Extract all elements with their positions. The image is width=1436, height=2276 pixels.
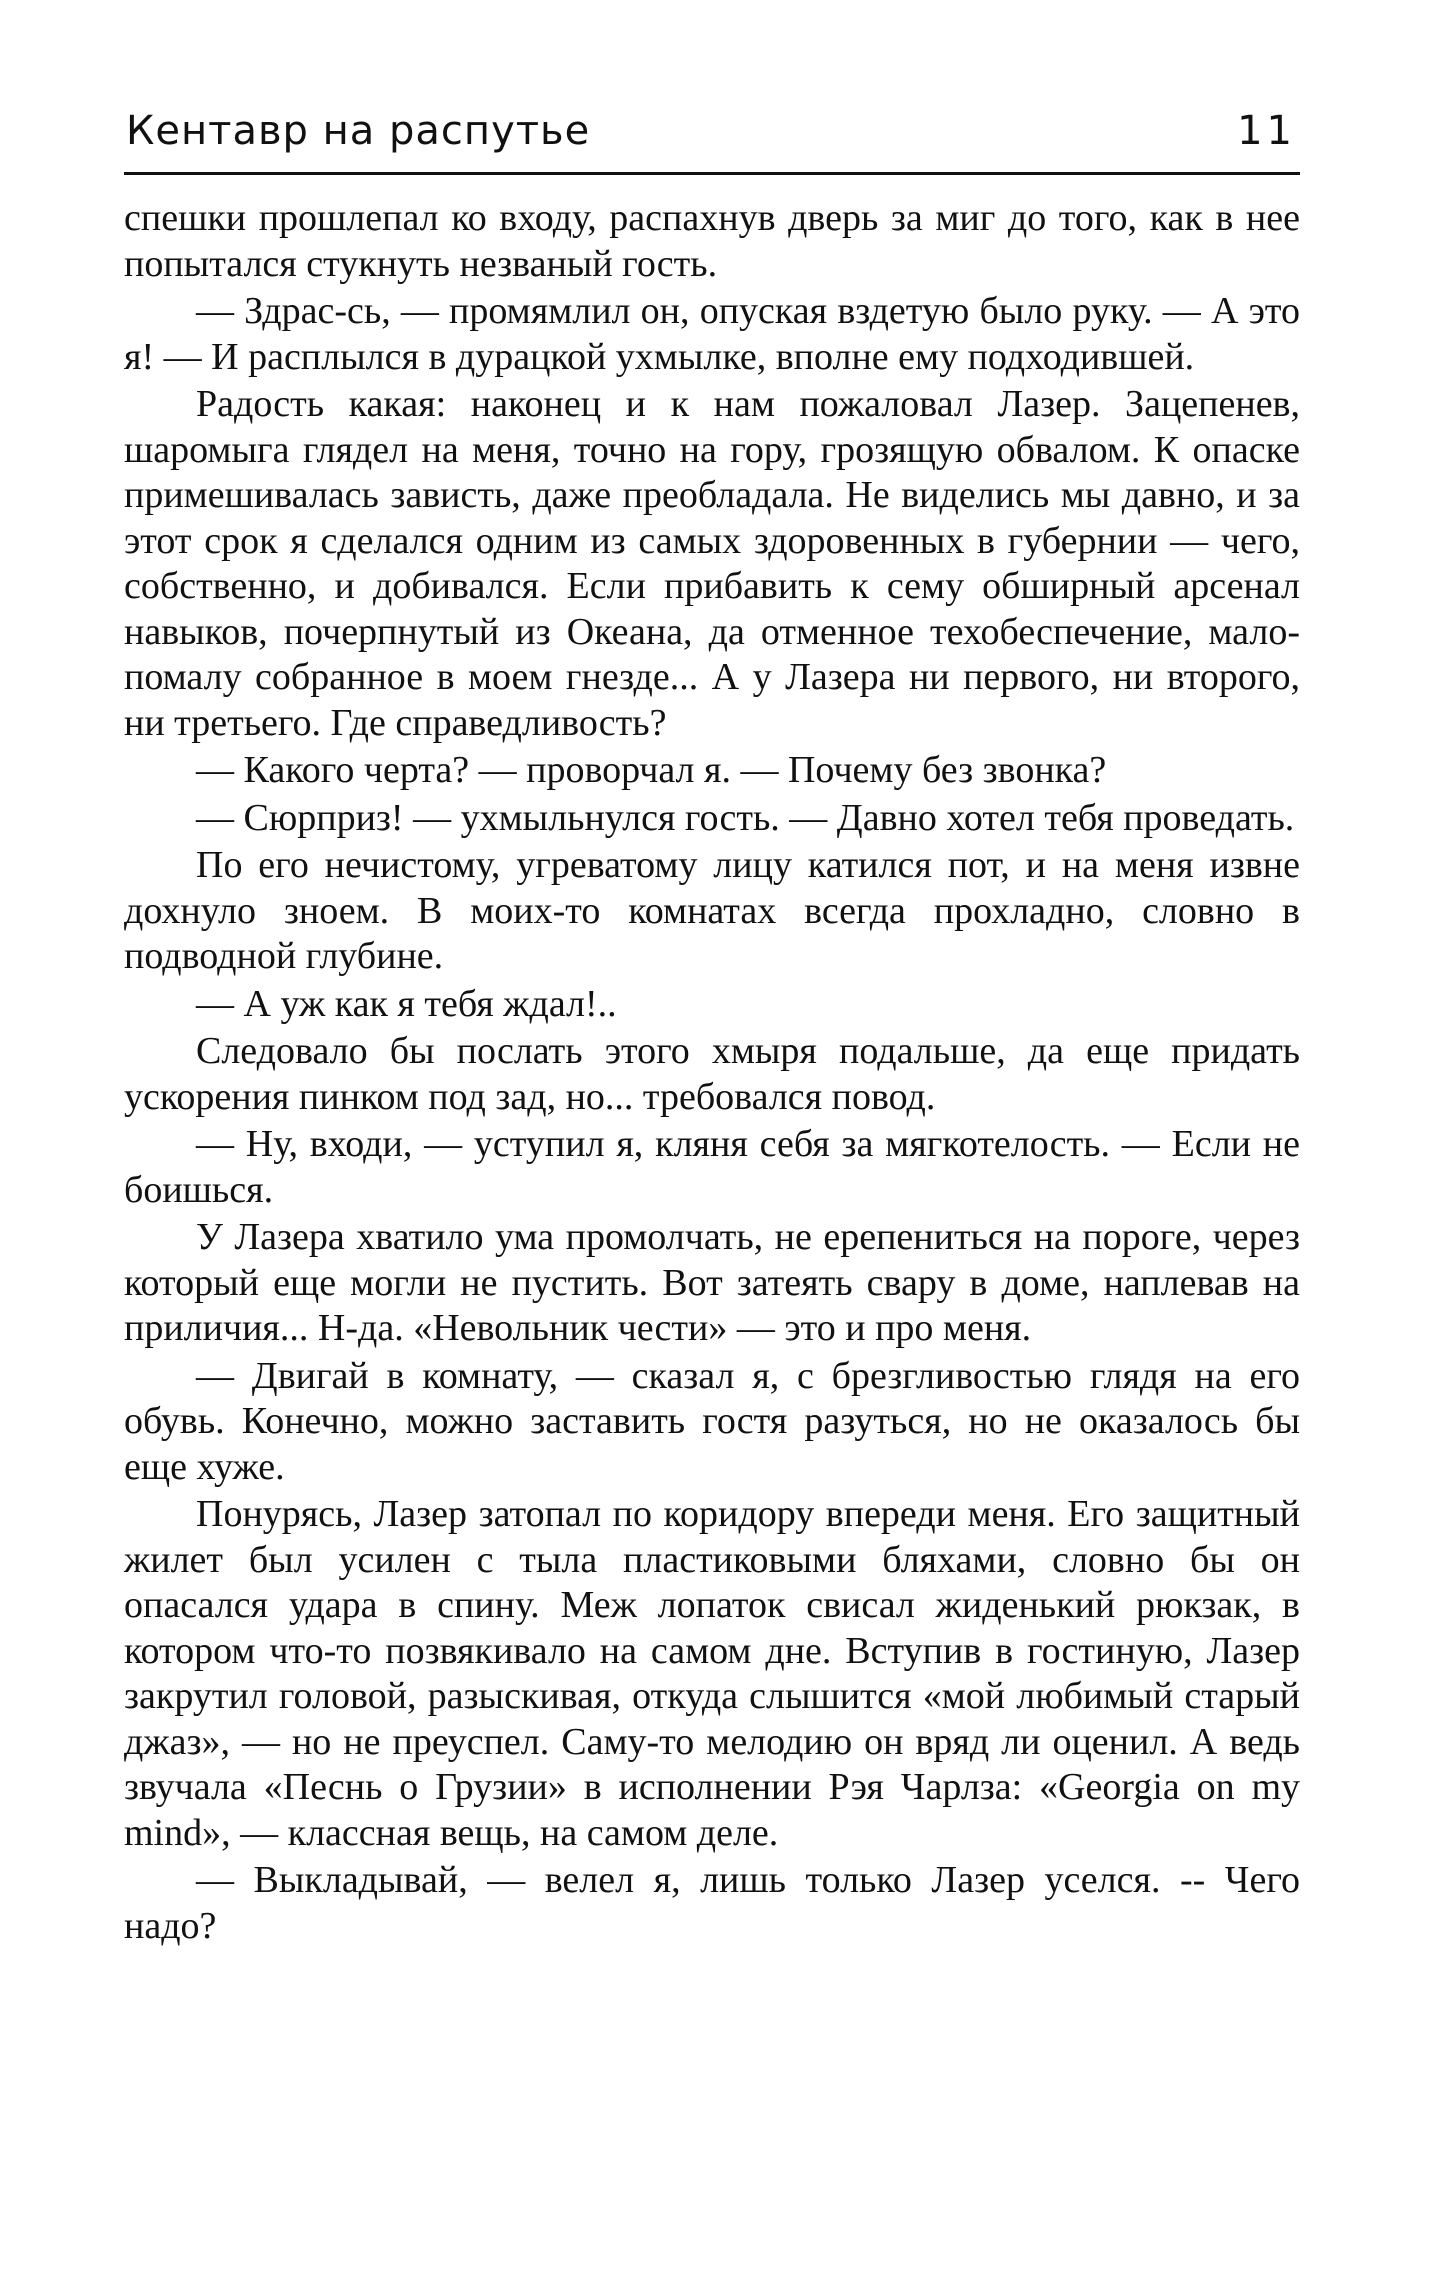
header-rule: [124, 172, 1300, 175]
paragraph: — Выкладывай, — велел я, лишь только Лазер уселся. -- Чего надо?: [124, 1859, 1300, 1947]
paragraph: Понурясь, Лазер затопал по коридору впереди меня. Его защитный жилет был усилен с тыла пластиковыми бляхами, словно бы он опасался удара в спину. Меж лопаток свисал жиденький рюкзак, в котором что-то позвякивало на самом дне. Вступив в гостиную, Лазер закрутил головой, разыскивая, откуда слышится «мой любимый старый джаз», — но не преуспел. Саму-то мелодию он вряд ли оценил. А ведь звучала «Песнь о Грузии» в исполнении Рэя Чарлза: «Georgia on my mind», — классная вещь, на самом деле.: [124, 1493, 1300, 1854]
paragraph: спешки прошлепал ко входу, распахнув дверь за миг до того, как в нее попытался стукнуть незваный гость.: [124, 197, 1300, 285]
paragraph: Радость какая: наконец и к нам пожаловал Лазер. Зацепенев, шаромыга глядел на меня, точно на гору, грозящую обвалом. К опаске примешивалась зависть, даже преобладала. Не виделись мы давно, и за этот срок я сделался одним из самых здоровенных в губернии — чего, собственно, и добивался. Если прибавить к сему обширный арсенал навыков, почерпнутый из Океана, да отменное техобеспечение, мало-помалу собранное в моем гнезде... А у Лазера ни первого, ни второго, ни третьего. Где справедливость?: [124, 383, 1300, 744]
paragraph: — Сюрприз! — ухмыльнулся гость. — Давно хотел тебя проведать.: [196, 796, 1295, 839]
body-text: [124, 196, 1300, 1951]
paragraph: У Лазера хватило ума промолчать, не ерепениться на пороге, через который еще могли не пустить. Вот затеять свару в доме, наплевав на приличия... Н-да. «Невольник чести» — это и про меня.: [124, 1216, 1300, 1349]
paragraph: По его нечистому, угреватому лицу катился пот, и на меня извне дохнуло зноем. В моих-то комнатах всегда прохладно, словно в подводной глубине.: [124, 844, 1300, 977]
running-title: Кентавр на распутье: [126, 108, 591, 154]
paragraph: — Какого черта? — проворчал я. — Почему без звонка?: [196, 749, 1107, 791]
paragraph: — Двигай в комнату, — сказал я, с брезгливостью глядя на его обувь. Конечно, можно заставить гостя разуться, но не оказалось бы еще хуже.: [124, 1354, 1300, 1488]
running-head: [124, 108, 1300, 170]
paragraph: Следовало бы послать этого хмыря подальше, да еще придать ускорения пинком под зад, но... требовался повод.: [124, 1030, 1300, 1118]
paragraph: — Здрас-сь, — промямлил он, опуская вздетую было руку. — А это я! — И расплылся в дурацкой ухмылке, вполне ему подходившей.: [124, 290, 1300, 378]
paragraph: — Ну, входи, — уступил я, кляня себя за мягкотелость. — Если не боишься.: [124, 1123, 1300, 1211]
paragraph: — А уж как я тебя ждал!..: [196, 982, 617, 1025]
page-number: 11: [1237, 108, 1296, 154]
